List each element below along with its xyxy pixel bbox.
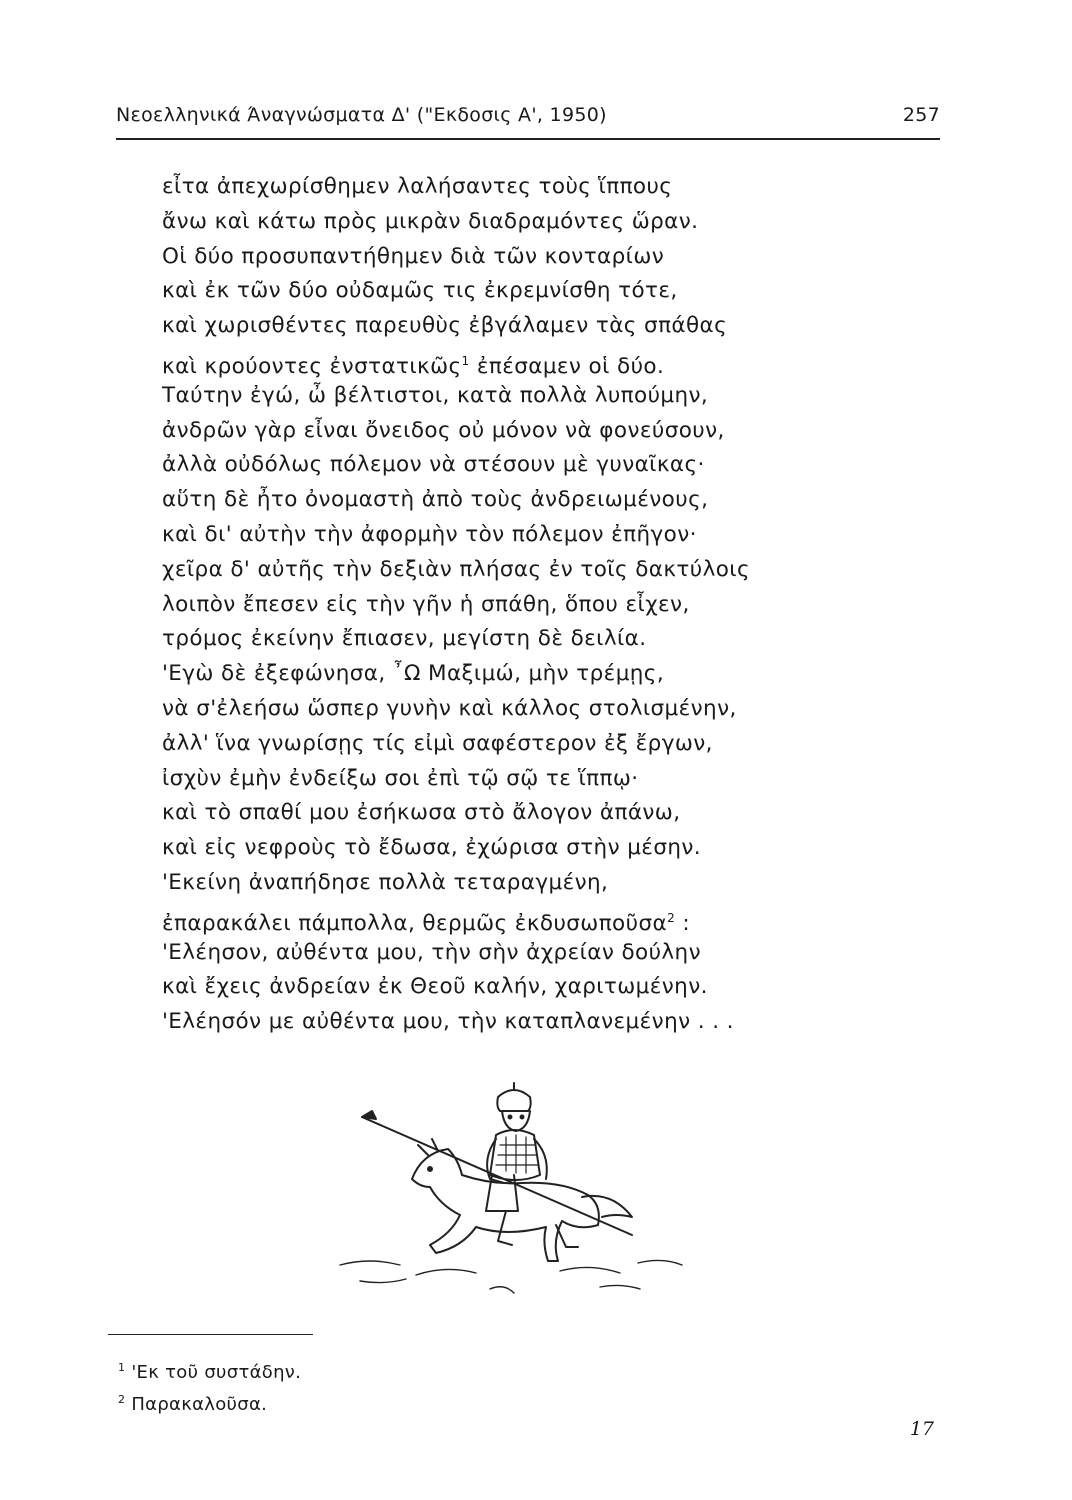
poem-line: χεῖρα δ' αὐτῆς τὴν δεξιὰν πλήσας ἐν τοῖς δακτύλοις bbox=[162, 556, 750, 582]
poem-line: ἄνω καὶ κάτω πρὸς μικρὰν διαδραμόντες ὥραν. bbox=[162, 208, 699, 234]
poem-line: καὶ κρούοντες ἐνστατικῶς$^1$ ἐπέσαμεν οἱ δύο. bbox=[162, 353, 665, 379]
running-head bbox=[116, 104, 940, 126]
footnotes bbox=[118, 1352, 301, 1416]
poem-line: λοιπὸν ἔπεσεν εἰς τὴν γῆν ἡ σπάθη, ὅπου εἶχεν, bbox=[162, 591, 690, 617]
poem-line: 'Εκείνη ἀναπήδησε πολλὰ τεταραγμένη, bbox=[162, 869, 609, 895]
footnote-ref: 2 bbox=[667, 910, 676, 925]
page-number: 257 bbox=[902, 104, 940, 126]
poem-line: 'Ελέησον, αὐθέντα μου, τὴν σὴν ἀχρείαν δούλην bbox=[162, 939, 701, 965]
footnote-ref: 1 bbox=[461, 353, 470, 368]
footnote-marker: 1 bbox=[118, 1361, 126, 1374]
poem-line: εἶτα ἀπεχωρίσθημεν λαλήσαντες τοὺς ἵππους bbox=[162, 174, 673, 199]
poem-line: νὰ σ'ἐλεήσω ὥσπερ γυνὴν καὶ κάλλος στολισμένην, bbox=[162, 695, 737, 721]
poem-line: ἀλλὰ οὐδόλως πόλεμον νὰ στέσουν μὲ γυναῖκας· bbox=[162, 452, 705, 478]
signature-mark: 17 bbox=[909, 1418, 934, 1440]
poem-line: Οἱ δύο προσυπαντήθημεν διὰ τῶν κονταρίων bbox=[162, 243, 665, 269]
poem-line: Ταύτην ἐγώ, ὦ βέλτιστοι, κατὰ πολλὰ λυπούμην, bbox=[162, 382, 709, 408]
poem-line: ἀλλ' ἵνα γνωρίσῃς τίς εἰμὶ σαφέστερον ἐξ ἔργων, bbox=[162, 730, 713, 756]
poem-line: καὶ δι' αὐτὴν τὴν ἀφορμὴν τὸν πόλεμον ἐπῆγον· bbox=[162, 521, 697, 547]
poem-line: καὶ χωρισθέντες παρευθὺς ἐβγάλαμεν τὰς σπάθας bbox=[162, 313, 728, 339]
poem-line: ἀνδρῶν γὰρ εἶναι ὄνειδος οὐ μόνον νὰ φονεύσουν, bbox=[162, 417, 725, 443]
poem-line: ἐπαρακάλει πάμπολλα, θερμῶς ἐκδυσωποῦσα$^2$ : bbox=[162, 910, 690, 936]
footnote-rule bbox=[108, 1334, 313, 1335]
poem-line: ἰσχὺν ἐμὴν ἐνδείξω σοι ἐπὶ τῷ σῷ τε ἵππῳ· bbox=[162, 765, 639, 791]
poem-line: 'Ελέησόν με αὐθέντα μου, τὴν καταπλανεμένην . . . bbox=[162, 1009, 734, 1035]
poem-line: καὶ τὸ σπαθί μου ἐσήκωσα στὸ ἄλογον ἀπάνω, bbox=[162, 800, 681, 826]
footnote: $^2$ Παρακαλοῦσα. bbox=[118, 1393, 268, 1415]
poem-line: αὕτη δὲ ἦτο ὀνομαστὴ ἀπὸ τοὺς ἀνδρειωμένους, bbox=[162, 487, 709, 513]
footnote-marker: 2 bbox=[118, 1393, 126, 1406]
poem-line: καὶ εἰς νεφροὺς τὸ ἔδωσα, ἐχώρισα στὴν μέσην. bbox=[162, 835, 702, 861]
running-head-title: Νεοελληνικά Άναγνώσματα Δ' ("Εκδοσις Α', 1950) bbox=[116, 104, 607, 126]
poem-text bbox=[162, 170, 922, 1040]
poem-line: 'Εγὼ δὲ ἐξεφώνησα, ῏Ω Μαξιμώ, μὴν τρέμῃς, bbox=[162, 661, 665, 687]
poem-line: καὶ ἔχεις ἀνδρείαν ἐκ Θεοῦ καλήν, χαριτωμένην. bbox=[162, 974, 708, 1000]
poem-line: καὶ ἐκ τῶν δύο οὐδαμῶς τις ἐκρεμνίσθη τότε, bbox=[162, 278, 678, 304]
poem-line: τρόμος ἐκείνην ἔπιασεν, μεγίστη δὲ δειλία. bbox=[162, 626, 647, 652]
footnote: $^1$ 'Εκ τοῦ συστάδην. bbox=[118, 1361, 302, 1383]
header-rule bbox=[116, 138, 940, 140]
horseman-illustration bbox=[320, 1075, 720, 1305]
